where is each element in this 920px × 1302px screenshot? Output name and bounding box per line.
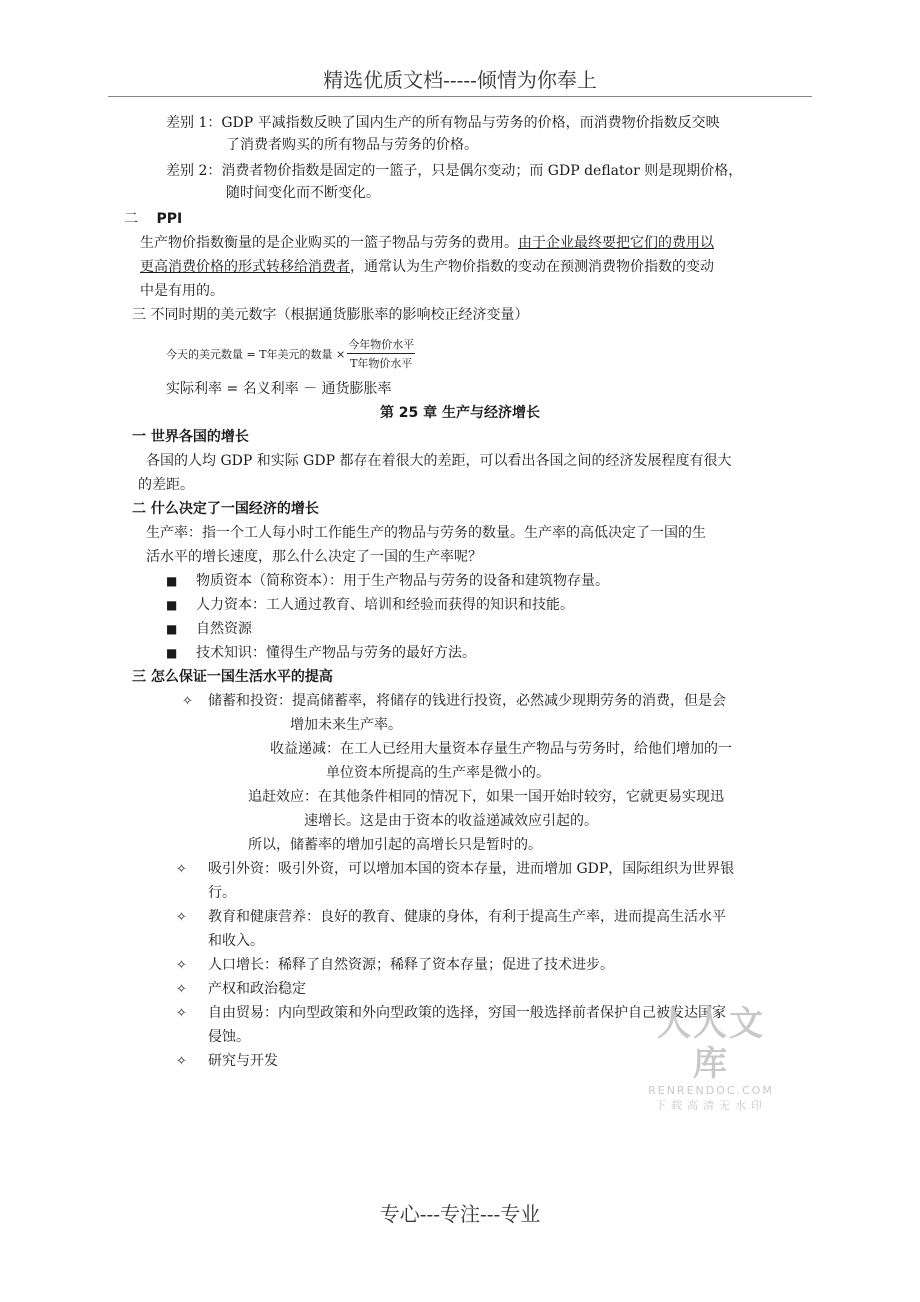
c2-item-text: 物质资本（简称资本）：用于生产物品与劳务的设备和建筑物存量。 [196,573,609,589]
c3-saving-line2: 增加未来生产率。 [290,717,402,733]
real-rate-equation: 实际利率 = 名义利率 － 通货膨胀率 [166,381,392,397]
ppi-line3: 中是有用的。 [140,283,224,299]
c3-rd [176,1050,278,1073]
c2-item-human-capital [166,594,574,616]
diamond-bullet-icon: ✧ [176,1006,187,1021]
c2-item-text: 技术知识：懂得生产物品与劳务的最好方法。 [196,645,476,661]
c3-conclusion: 所以，储蓄率的增加引起的高增长只是暂时的。 [248,837,542,853]
c3-population [176,954,614,977]
chapter-title: 第 25 章 生产与经济增长 [379,405,541,421]
c3-saving-line1 [182,690,726,713]
diamond-bullet-icon: ✧ [182,694,193,709]
c3-catchup-line2: 速增长。这是由于资本的收益递减效应引起的。 [304,813,598,829]
c3-education-line2: 和收入。 [208,933,264,949]
watermark-logo [646,1004,776,1114]
c1-title: 一 世界各国的增长 [132,429,249,445]
ppi-line2-underlined: 更高消费价格的形式转移给消费者 [140,259,350,275]
diamond-bullet-icon: ✧ [176,1054,187,1069]
formula-numerator: 今年物价水平 [347,336,415,354]
c3-trade-line2: 侵蚀。 [208,1029,250,1045]
diamond-bullet-icon: ✧ [176,862,187,877]
diff2-line2: 随时间变化而不断变化。 [226,185,380,201]
c3-property [176,978,306,1001]
square-bullet-icon: ■ [166,574,178,588]
diamond-bullet-icon: ✧ [176,958,187,973]
dollar-formula [166,336,415,371]
watermark-sub: 下载高清无水印 [655,1099,767,1112]
c3-education-line1 [176,906,726,929]
ppi-line1-text: 生产物价指数衡量的是企业购买的一篮子物品与劳务的费用。 [140,235,518,251]
c3-catchup-line1: 追赶效应：在其他条件相同的情况下，如果一国开始时较穷，它就更易实现迅 [248,789,724,805]
c3-diminishing-line2: 单位资本所提高的生产率是微小的。 [326,765,550,781]
watermark-en: RENRENDOC.COM [648,1084,774,1097]
c2-item-text: 人力资本：工人通过教育、培训和经验而获得的知识和技能。 [196,597,574,613]
ppi-line1 [140,232,714,254]
c2-title: 二 什么决定了一国经济的增长 [132,501,319,517]
c3-property-text: 产权和政治稳定 [208,981,306,997]
c2-line1: 生产率：指一个工人每小时工作能生产的物品与劳务的数量。生产率的高低决定了一国的生 [146,525,706,541]
page-footer: 专心---专注---专业 [379,1202,541,1226]
square-bullet-icon: ■ [166,646,178,660]
formula-denominator: T年物价水平 [350,357,413,370]
c3-title: 三 怎么保证一国生活水平的提高 [132,669,333,685]
diff2-line1: 差别 2：消费者物价指数是固定的一篮子，只是偶尔变动；而 GDP deflator 则是现期价格， [166,163,743,179]
square-bullet-icon: ■ [166,598,178,612]
c3-fdi-text: 吸引外资：吸引外资，可以增加本国的资本存量，进而增加 GDP，国际组织为世界银 [208,861,735,877]
c2-line2: 活水平的增长速度，那么什么决定了一国的生产率呢？ [146,549,482,565]
diamond-bullet-icon: ✧ [176,982,187,997]
c1-line2: 的差距。 [138,477,194,493]
c3-fdi-line1 [176,858,735,881]
diff1-line2: 了消费者购买的所有物品与劳务的价格。 [226,137,478,153]
formula-fraction [347,336,415,371]
page-header: 精选优质文档-----倾情为你奉上 [323,68,597,92]
c3-population-text: 人口增长：稀释了自然资源；稀释了资本存量；促进了技术进步。 [208,957,614,973]
c3-saving-text: 储蓄和投资：提高储蓄率，将储存的钱进行投资，必然减少现期劳务的消费，但是会 [208,693,726,709]
ppi-line2 [140,256,714,278]
c3-fdi-line2: 行。 [208,885,236,901]
c3-rd-text: 研究与开发 [208,1053,278,1069]
section3-title: 三 不同时期的美元数字（根据通货膨胀率的影响校正经济变量） [132,307,529,323]
watermark-cn: 人人文库 [657,1004,765,1084]
c2-item-physical-capital [166,570,609,592]
ppi-line1-underlined: 由于企业最终要把它们的费用以 [518,235,714,251]
header-rule [108,96,812,97]
square-bullet-icon: ■ [166,622,178,636]
c2-item-text: 自然资源 [196,621,252,637]
c1-line1: 各国的人均 GDP 和实际 GDP 都存在着很大的差距，可以看出各国之间的经济发展程度有很大 [146,453,732,469]
c2-item-natural-resources [166,618,252,640]
diff1-line1: 差别 1：GDP 平减指数反映了国内生产的所有物品与劳务的价格，而消费物价指数反交映 [166,115,720,131]
formula-lhs: 今天的美元数量 = T年美元的数量 × [166,347,346,361]
c3-trade-text: 自由贸易：内向型政策和外向型政策的选择，穷国一般选择前者保护自己被发达国家 [208,1005,726,1021]
diamond-bullet-icon: ✧ [176,910,187,925]
c3-trade-line1 [176,1002,726,1025]
ppi-line2-text: ，通常认为生产物价指数的变动在预测消费物价指数的变动 [350,259,714,275]
c3-education-text: 教育和健康营养：良好的教育、健康的身体，有利于提高生产率，进而提高生活水平 [208,909,726,925]
ppi-number: 二 [124,211,138,227]
ppi-title: PPI [156,211,183,227]
c3-diminishing-line1: 收益递减：在工人已经用大量资本存量生产物品与劳务时，给他们增加的一 [270,741,732,757]
c2-item-tech-knowledge [166,642,476,664]
ppi-heading [124,208,182,230]
